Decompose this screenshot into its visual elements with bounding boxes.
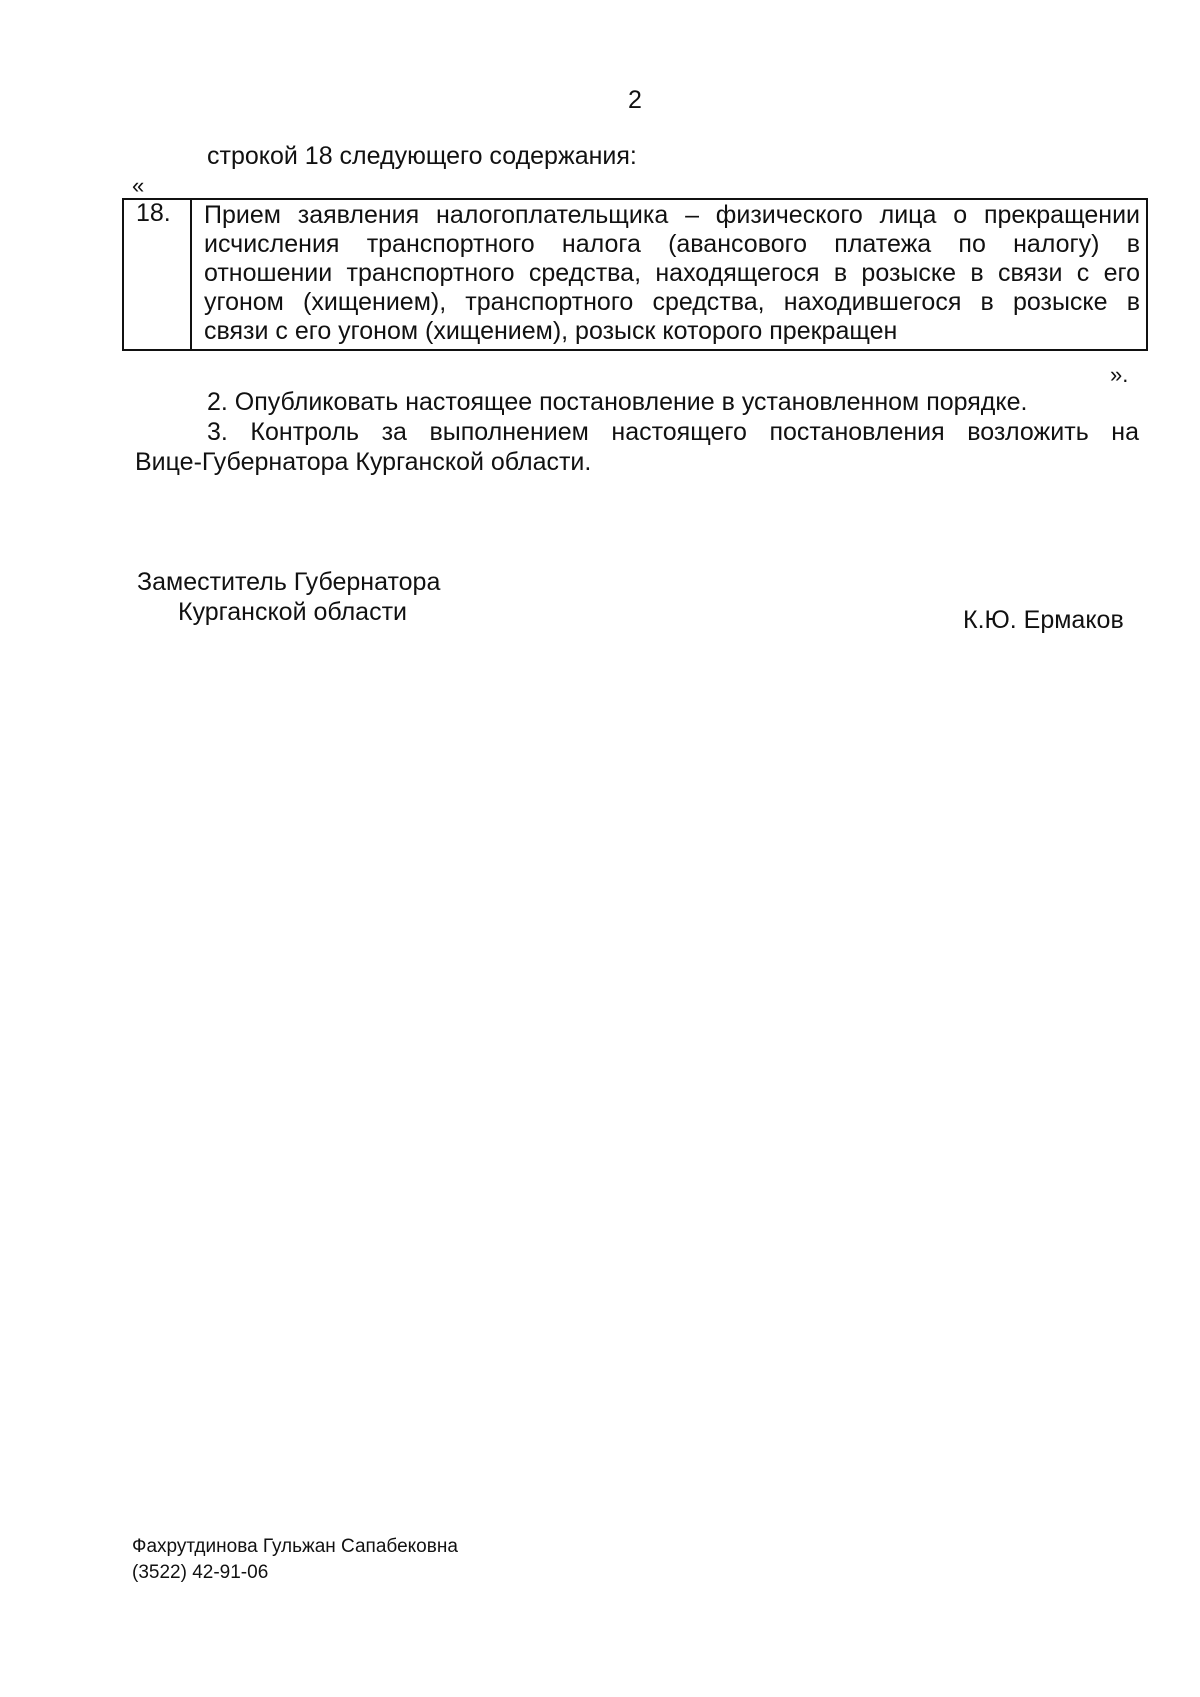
close-quote: ». (1110, 362, 1129, 387)
contact-name: Фахрутдинова Гульжан Сапабековна (132, 1536, 458, 1557)
signatory-title-line-2: Курганской области (178, 598, 408, 626)
page-number: 2 (628, 86, 642, 114)
table-row-line: исчисления транспортного налога (авансового платежа по налогу) в (204, 230, 1140, 258)
signatory-title-line-1: Заместитель Губернатора (137, 568, 441, 596)
table-column-divider (190, 198, 192, 351)
table-row-line: связи с его угоном (хищением), розыск которого прекращен (204, 317, 898, 345)
table-row-line: отношении транспортного средства, находящегося в розыске в связи с его (204, 259, 1140, 287)
signatory-name: К.Ю. Ермаков (963, 606, 1124, 634)
intro-text: строкой 18 следующего содержания: (207, 142, 637, 170)
open-quote: « (132, 173, 145, 198)
paragraph-3-line-2: Вице-Губернатора Курганской области. (135, 448, 592, 476)
paragraph-2: 2. Опубликовать настоящее постановление в установленном порядке. (207, 388, 1028, 416)
table-row-number: 18. (136, 199, 171, 227)
contact-phone: (3522) 42-91-06 (132, 1562, 269, 1583)
table-row-line: Прием заявления налогоплательщика – физического лица о прекращении (204, 201, 1140, 229)
table-row-line: угоном (хищением), транспортного средства, находившегося в розыске в (204, 288, 1140, 316)
table-row-text (204, 201, 1140, 346)
paragraph-3-line-1: 3. Контроль за выполнением настоящего постановления возложить на (207, 418, 1139, 446)
